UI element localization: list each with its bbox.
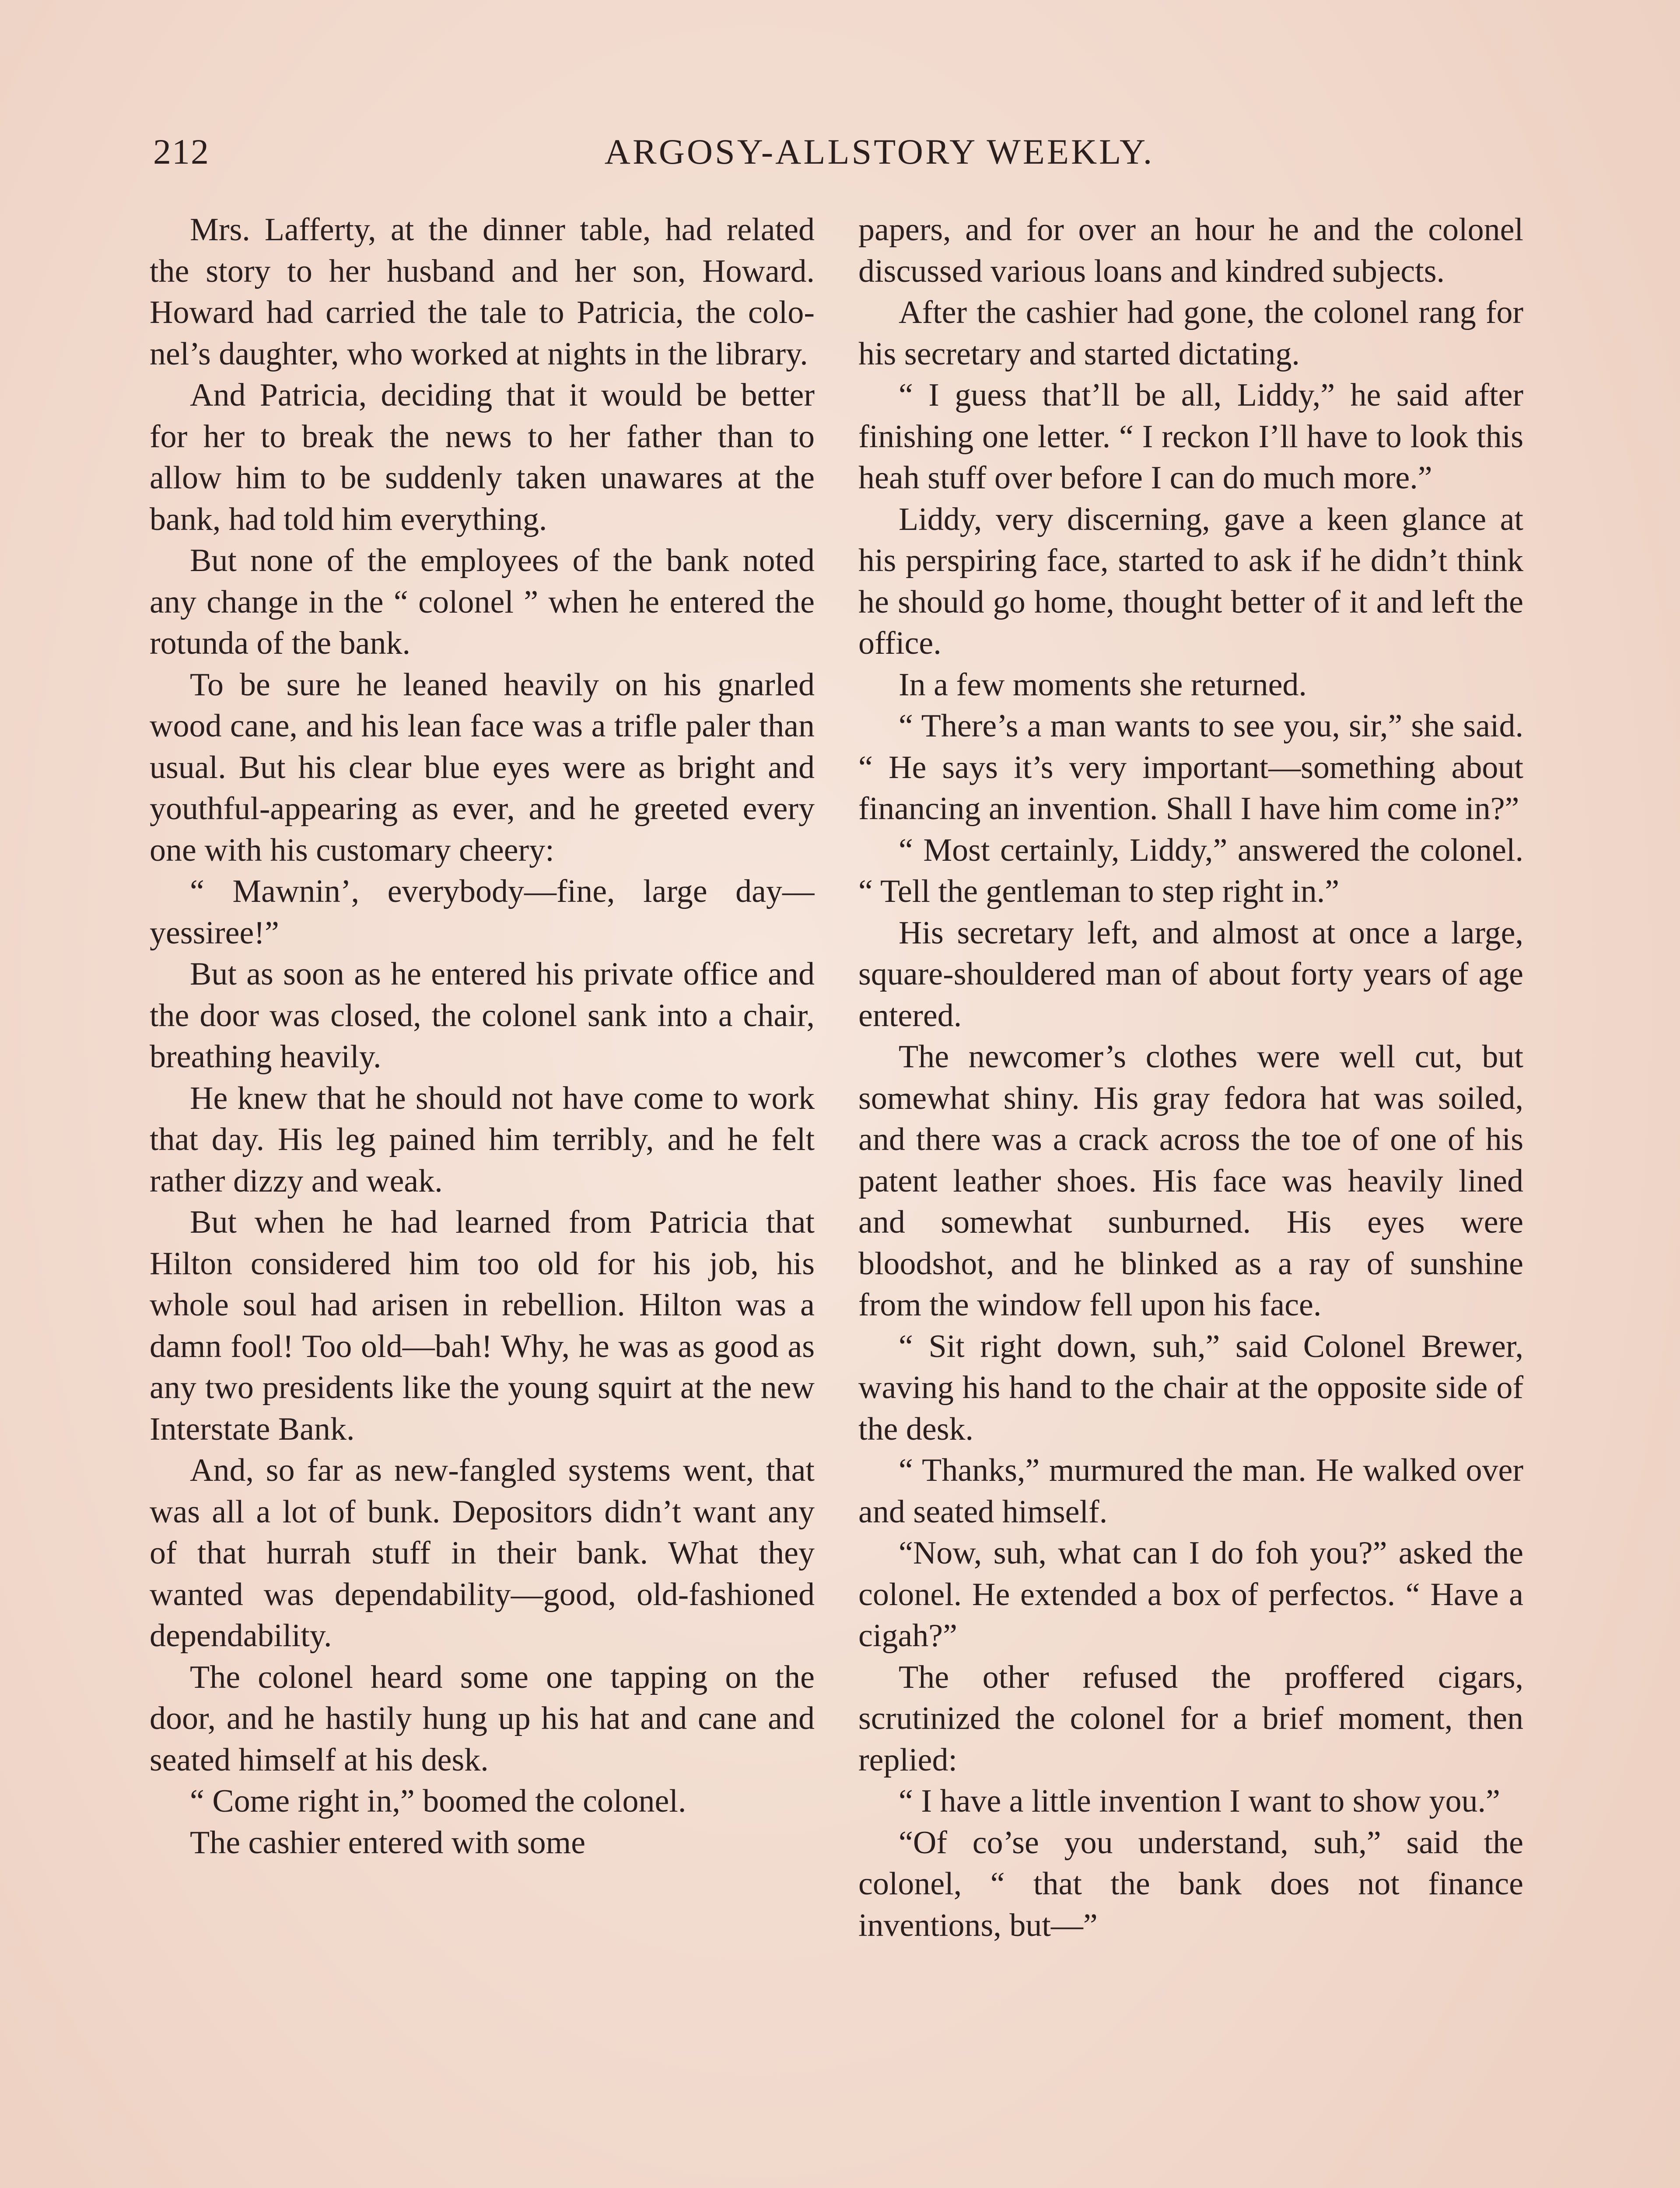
paragraph: He knew that he should not have come to work that day. His leg pained him terribly, and he felt rather dizzy and weak. <box>150 1080 815 1199</box>
paragraph: To be sure he leaned heavily on his gnarled wood cane, and his lean face was a trifle paler than usual. But his clear blue eyes were as bright and youthful-appearing as ever, and he greeted every one with his customary cheery: <box>150 666 815 868</box>
paragraph: The other refused the proffered cigars, scrutinized the colonel for a brief moment, then replied: <box>858 1659 1523 1778</box>
page-header <box>153 131 1553 179</box>
left-column <box>150 209 815 2188</box>
paragraph: In a few moments she returned. <box>899 666 1307 703</box>
paragraph: “ Come right in,” boomed the colonel. <box>190 1783 686 1819</box>
paragraph: And Patricia, deciding that it would be better for her to break the news to her father than to allow him to be suddenly taken unawares at the bank, had told him everything. <box>150 377 815 537</box>
paragraph: “ Sit right down, suh,” said Colonel Brewer, waving his hand to the chair at the opposite side of the desk. <box>858 1328 1523 1447</box>
paragraph: The newcomer’s clothes were well cut, but somewhat shiny. His gray fedora hat was soiled, and there was a crack across the toe of one of his patent leather shoes. His face was heavily lined and somewhat sunburned. His eyes were bloodshot, and he blinked as a ray of sunshine from the window fell upon his face. <box>858 1039 1523 1323</box>
running-head: ARGOSY-ALLSTORY WEEKLY. <box>604 132 1155 172</box>
paragraph: But as soon as he entered his private office and the door was closed, the colonel sank into a chair, breathing heavily. <box>150 956 815 1075</box>
paragraph: The colonel heard some one tapping on the door, and he hastily hung up his hat and cane and seated himself at his desk. <box>150 1659 815 1778</box>
paragraph: The cashier entered with some <box>190 1824 586 1861</box>
paragraph: “ There’s a man wants to see you, sir,” she said. “ He says it’s very important—something about financing an invention. Shall I have him come in?” <box>858 708 1523 827</box>
paragraph: But when he had learned from Patricia that Hilton considered him too old for his job, his whole soul had arisen in rebellion. Hilton was a damn fool! Too old—bah! Why, he was as good as any two presidents like the young squirt at the new Interstate Bank. <box>150 1204 815 1447</box>
paragraph: After the cashier had gone, the colonel rang for his secretary and started dictating. <box>858 295 1523 372</box>
right-column <box>858 209 1523 2188</box>
paragraph: “ I have a little invention I want to show you.” <box>899 1783 1500 1819</box>
paragraph: papers, and for over an hour he and the colonel discussed various loans and kindred subjects. <box>858 212 1523 289</box>
paragraph: His secretary left, and almost at once a large, square-shouldered man of about forty years of age entered. <box>858 915 1523 1034</box>
paragraph: “ Most certainly, Liddy,” answered the colonel. “ Tell the gentleman to step right in.” <box>858 832 1523 909</box>
paragraph: “ Mawnin’, everybody—fine, large day—yessiree!” <box>150 873 815 951</box>
paragraph: “Of co’se you understand, suh,” said the colonel, “ that the bank does not finance inventions, but—” <box>858 1824 1523 1943</box>
paragraph: Mrs. Lafferty, at the dinner table, had related the story to her husband and her son, Howard. Howard had carried the tale to Patricia, the colonel’s daughter, who worked at nights in the library. <box>150 212 815 372</box>
paragraph: “ Thanks,” murmured the man. He walked over and seated himself. <box>858 1452 1523 1530</box>
paragraph: But none of the employees of the bank noted any change in the “ colonel ” when he entered the rotunda of the bank. <box>150 543 815 661</box>
paragraph: Liddy, very discerning, gave a keen glance at his perspiring face, started to ask if he didn’t think he should go home, thought better of it and left the office. <box>858 501 1523 661</box>
paragraph: And, so far as new-fangled systems went, that was all a lot of bunk. Depositors didn’t want any of that hurrah stuff in their bank. What they wanted was dependability—good, old-fashioned dependability. <box>150 1452 815 1654</box>
page-number: 212 <box>153 132 210 172</box>
paragraph: “ I guess that’ll be all, Liddy,” he said after finishing one letter. “ I reckon I’ll have to look this heah stuff over before I can do much more.” <box>858 377 1523 496</box>
paragraph: “Now, suh, what can I do foh you?” asked the colonel. He extended a box of perfectos. “ Have a cigah?” <box>858 1535 1523 1654</box>
